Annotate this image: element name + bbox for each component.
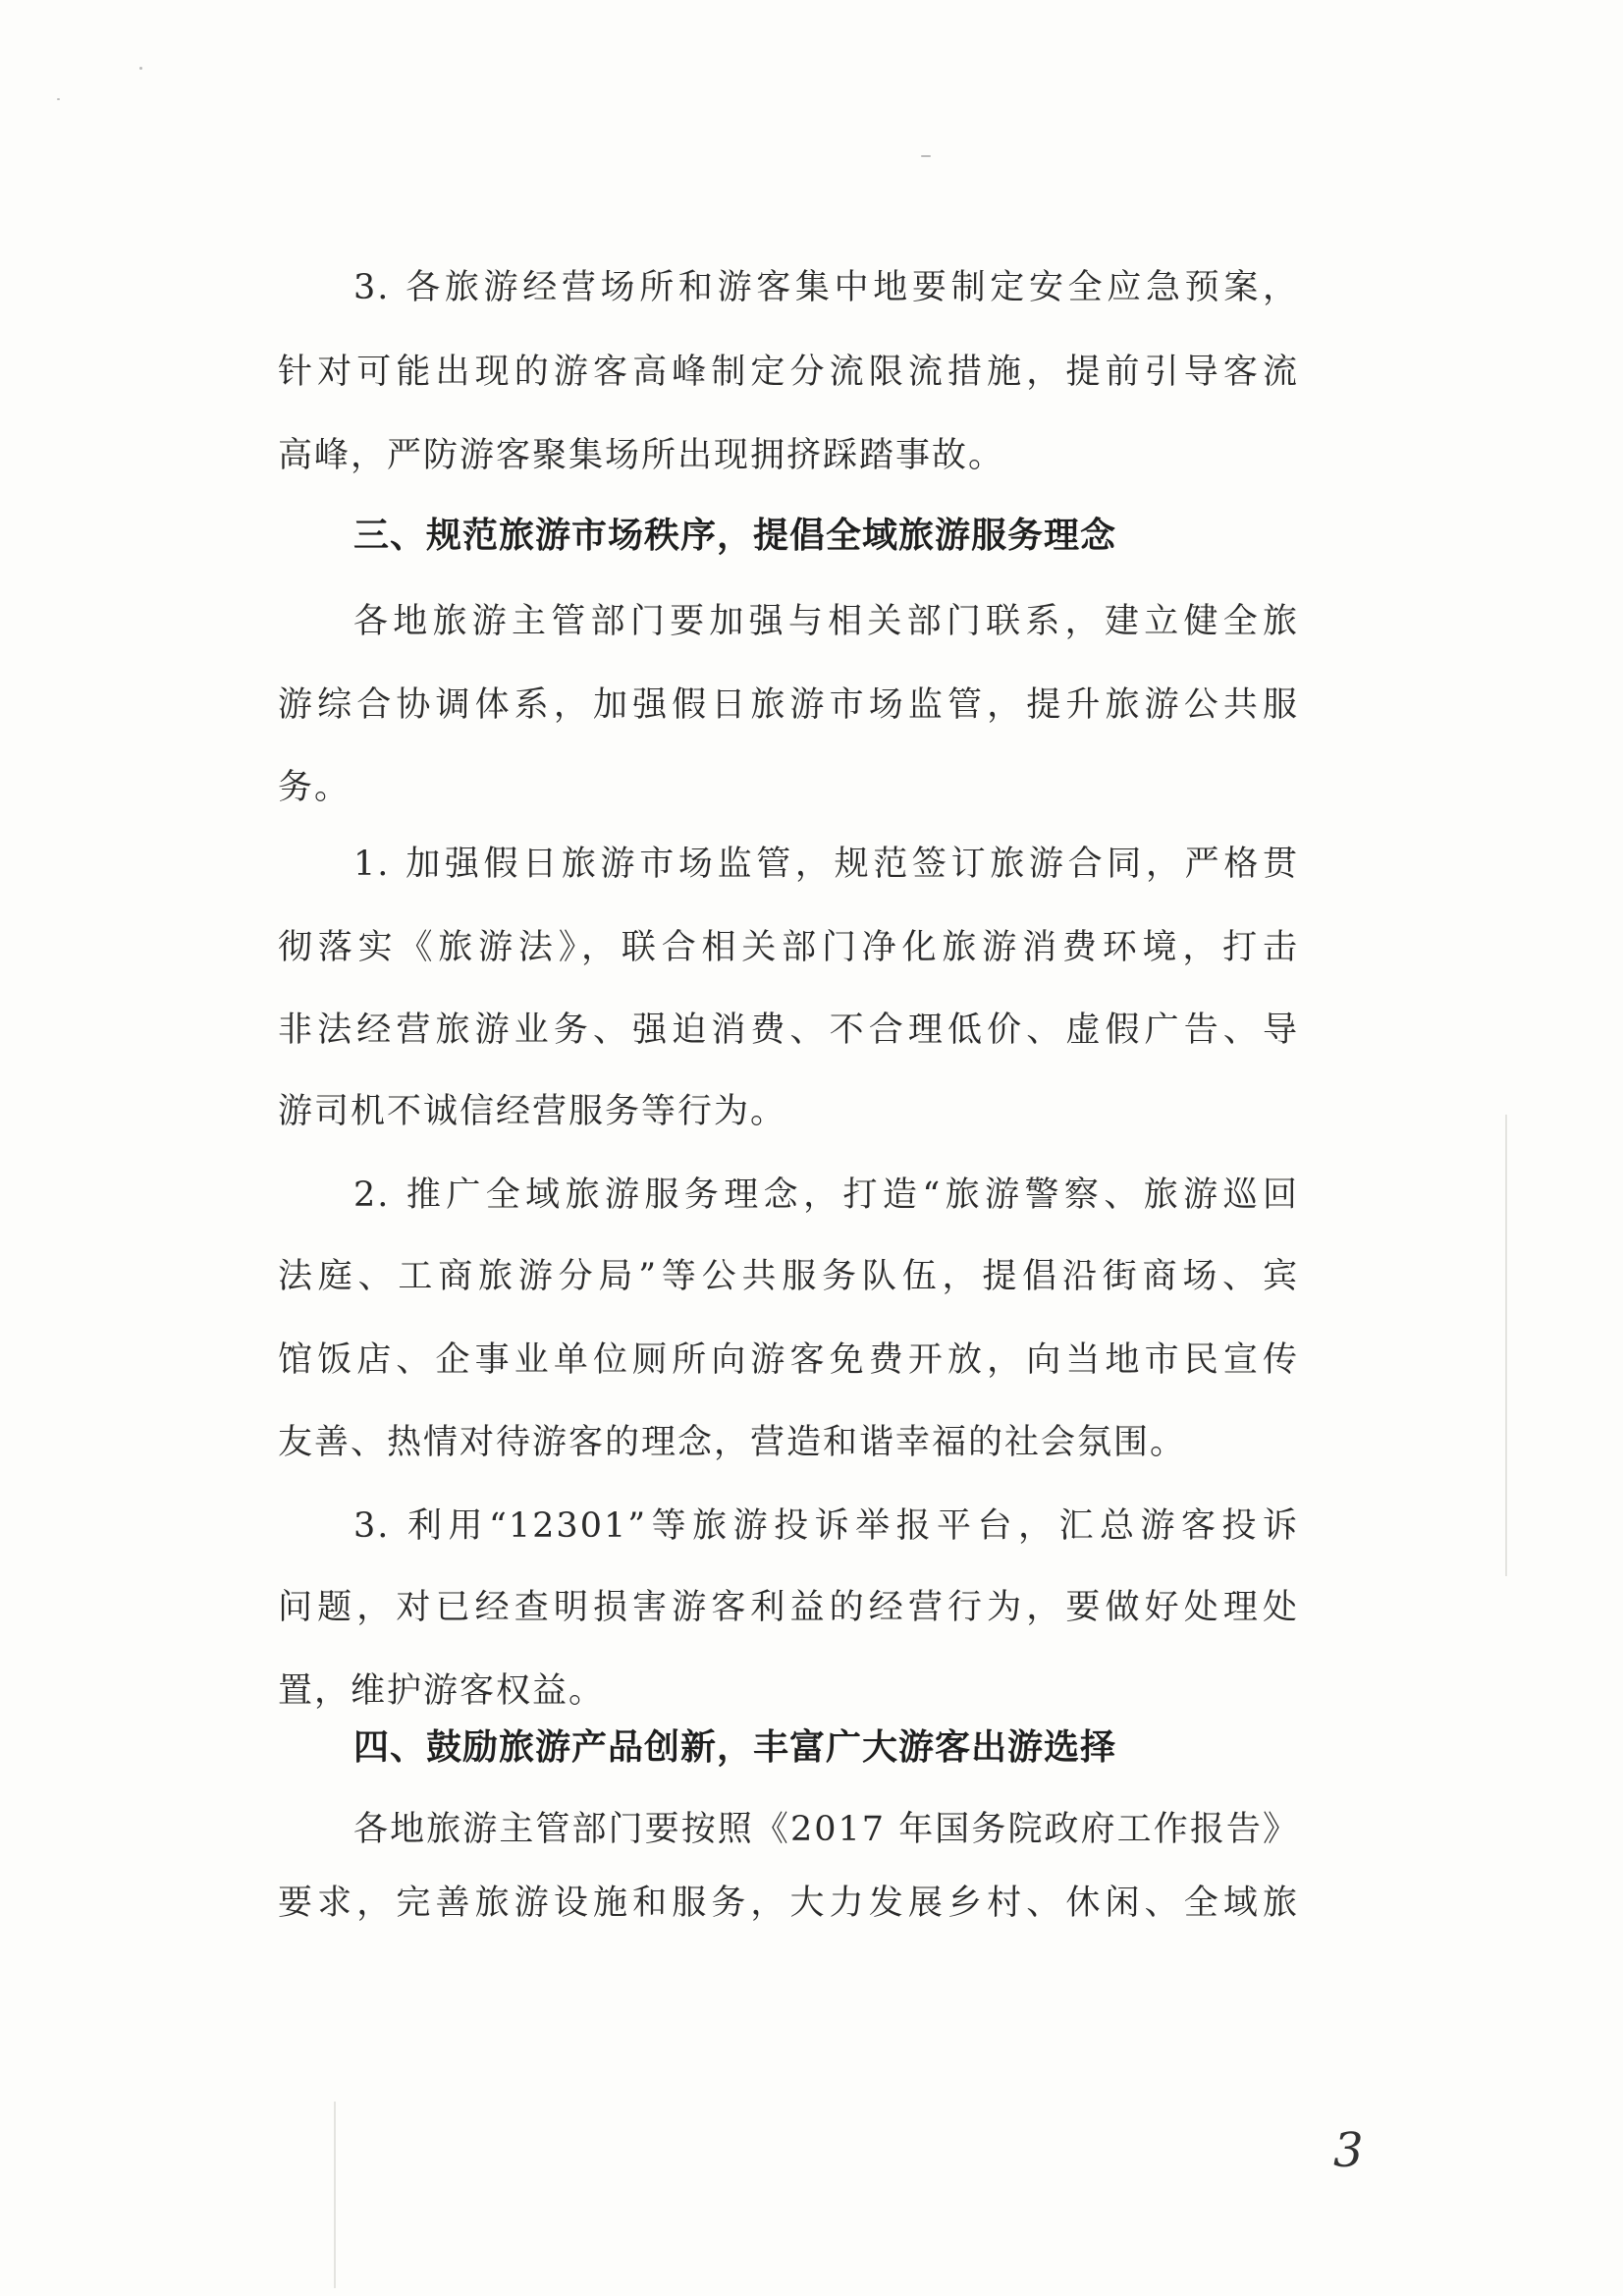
- scan-speck: [921, 155, 931, 157]
- paragraph-line: 非法经营旅游业务、强迫消费、不合理低价、虚假广告、导: [278, 1011, 1299, 1050]
- section-heading: 四、鼓励旅游产品创新，丰富广大游客出游选择: [353, 1727, 1117, 1768]
- paragraph-line: 1. 加强假日旅游市场监管，规范签订旅游合同，严格贯: [353, 845, 1299, 884]
- scan-speck: [57, 98, 60, 100]
- paragraph-line: 各地旅游主管部门要加强与相关部门联系，建立健全旅: [353, 602, 1299, 641]
- scan-edge: [334, 2102, 336, 2288]
- paragraph-line: 置，维护游客权益。: [278, 1671, 606, 1711]
- paragraph-line: 馆饭店、企事业单位厕所向游客免费开放，向当地市民宣传: [278, 1340, 1299, 1380]
- page-number: 3: [1333, 2123, 1364, 2178]
- paragraph-line: 游综合协调体系，加强假日旅游市场监管，提升旅游公共服: [278, 685, 1299, 725]
- scan-speck: [139, 67, 142, 70]
- paragraph-line: 法庭、工商旅游分局”等公共服务队伍，提倡沿街商场、宾: [278, 1257, 1299, 1296]
- scan-edge: [1505, 1115, 1507, 1576]
- paragraph-line: 务。: [278, 768, 352, 807]
- paragraph-line: 彻落实《旅游法》，联合相关部门净化旅游消费环境，打击: [278, 928, 1299, 967]
- paragraph-line: 3. 各旅游经营场所和游客集中地要制定安全应急预案，: [353, 268, 1299, 307]
- paragraph-line: 问题，对已经查明损害游客利益的经营行为，要做好处理处: [278, 1588, 1299, 1627]
- section-heading: 三、规范旅游市场秩序，提倡全域旅游服务理念: [353, 516, 1117, 556]
- paragraph-line: 友善、热情对待游客的理念，营造和谐幸福的社会氛围。: [278, 1423, 1187, 1462]
- paragraph-line: 2. 推广全域旅游服务理念，打造“旅游警察、旅游巡回: [353, 1175, 1299, 1215]
- paragraph-line: 3. 利用“12301”等旅游投诉举报平台，汇总游客投诉: [353, 1506, 1299, 1546]
- paragraph-line: 各地旅游主管部门要按照《2017 年国务院政府工作报告》: [353, 1810, 1299, 1849]
- paragraph-line: 高峰，严防游客聚集场所出现拥挤踩踏事故。: [278, 436, 1005, 475]
- paragraph-line: 针对可能出现的游客高峰制定分流限流措施，提前引导客流: [278, 353, 1299, 392]
- paragraph-line: 要求，完善旅游设施和服务，大力发展乡村、休闲、全域旅: [278, 1884, 1299, 1923]
- paragraph-line: 游司机不诚信经营服务等行为。: [278, 1092, 787, 1131]
